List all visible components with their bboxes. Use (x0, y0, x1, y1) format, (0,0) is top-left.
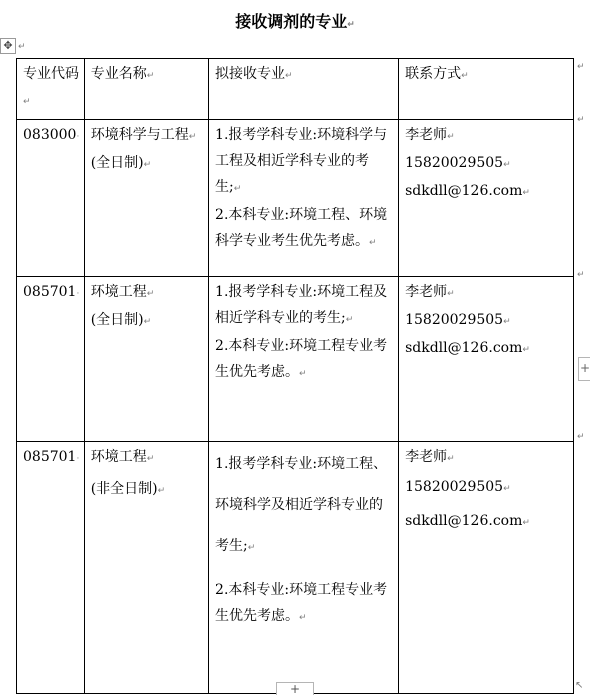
contact-person: 李老师↵ (405, 127, 455, 143)
code-cell[interactable]: 085701· (17, 277, 85, 442)
contact-email: sdkdll@126.com↵ (405, 183, 530, 199)
name-line: 环境工程↵ (90, 284, 155, 300)
move-cross-icon[interactable]: ✥ (0, 38, 16, 54)
resize-corner-icon[interactable]: ↖ (575, 680, 584, 691)
study-mode-line: (非全日制)↵ (90, 481, 166, 497)
contact-person: 李老师↵ (405, 284, 455, 300)
table-row (17, 120, 574, 277)
table-row (17, 277, 574, 442)
contact-cell[interactable] (399, 442, 574, 694)
row-end-mark: ↵ (577, 115, 585, 125)
majors-table (16, 58, 574, 694)
document-title: 接收调剂的专业↵ (235, 12, 355, 31)
contact-person: 李老师↵ (405, 449, 455, 465)
header-cell-code[interactable]: 专业代码↵ (17, 59, 85, 120)
header-cell-contact[interactable]: 联系方式↵ (399, 59, 574, 120)
plan-line-1: 1.报考学科专业:环境科学与工程及相近学科专业的考生;↵ (215, 127, 388, 195)
contact-cell[interactable] (399, 277, 574, 442)
name-cell[interactable] (84, 442, 208, 694)
plan-cell[interactable] (209, 442, 399, 694)
study-mode-line: (全日制)↵ (90, 155, 152, 171)
add-row-button[interactable]: + (276, 682, 314, 695)
header-cell-plan[interactable]: 拟接收专业↵ (209, 59, 399, 120)
name-line: 环境科学与工程↵ (90, 127, 197, 143)
name-cell[interactable] (84, 120, 208, 277)
name-cell[interactable] (84, 277, 208, 442)
paragraph-mark: ↵ (18, 42, 26, 52)
row-end-mark: ↵ (577, 62, 585, 72)
contact-cell[interactable] (399, 120, 574, 277)
table-header-row (17, 59, 574, 120)
row-end-mark: ↵ (577, 270, 585, 280)
row-end-mark: ↵ (577, 432, 585, 442)
plan-line-1: 1.报考学科专业:环境工程及相近学科专业的考生;↵ (215, 284, 388, 326)
code-cell[interactable]: 085701· (17, 442, 85, 694)
study-mode-line: (全日制)↵ (90, 312, 152, 328)
plan-line-1: 1.报考学科专业:环境工程、环境科学及相近学科专业的考生;↵ (215, 456, 388, 554)
plan-line-2: 2.本科专业:环境工程专业考生优先考虑。↵ (215, 582, 388, 624)
add-column-button[interactable]: + (578, 357, 590, 381)
plan-line-2: 2.本科专业:环境工程、环境科学专业考生优先考虑。↵ (215, 207, 388, 249)
contact-phone: 15820029505↵ (405, 479, 511, 495)
contact-email: sdkdll@126.com↵ (405, 513, 530, 529)
plan-line-2: 2.本科专业:环境工程专业考生优先考虑。↵ (215, 338, 388, 380)
header-cell-name[interactable]: 专业名称↵ (84, 59, 208, 120)
contact-phone: 15820029505↵ (405, 312, 511, 328)
contact-email: sdkdll@126.com↵ (405, 340, 530, 356)
contact-phone: 15820029505↵ (405, 155, 511, 171)
table-row (17, 442, 574, 694)
code-cell[interactable]: 083000· (17, 120, 85, 277)
plan-cell[interactable] (209, 120, 399, 277)
plan-cell[interactable] (209, 277, 399, 442)
name-line: 环境工程↵ (90, 449, 155, 465)
